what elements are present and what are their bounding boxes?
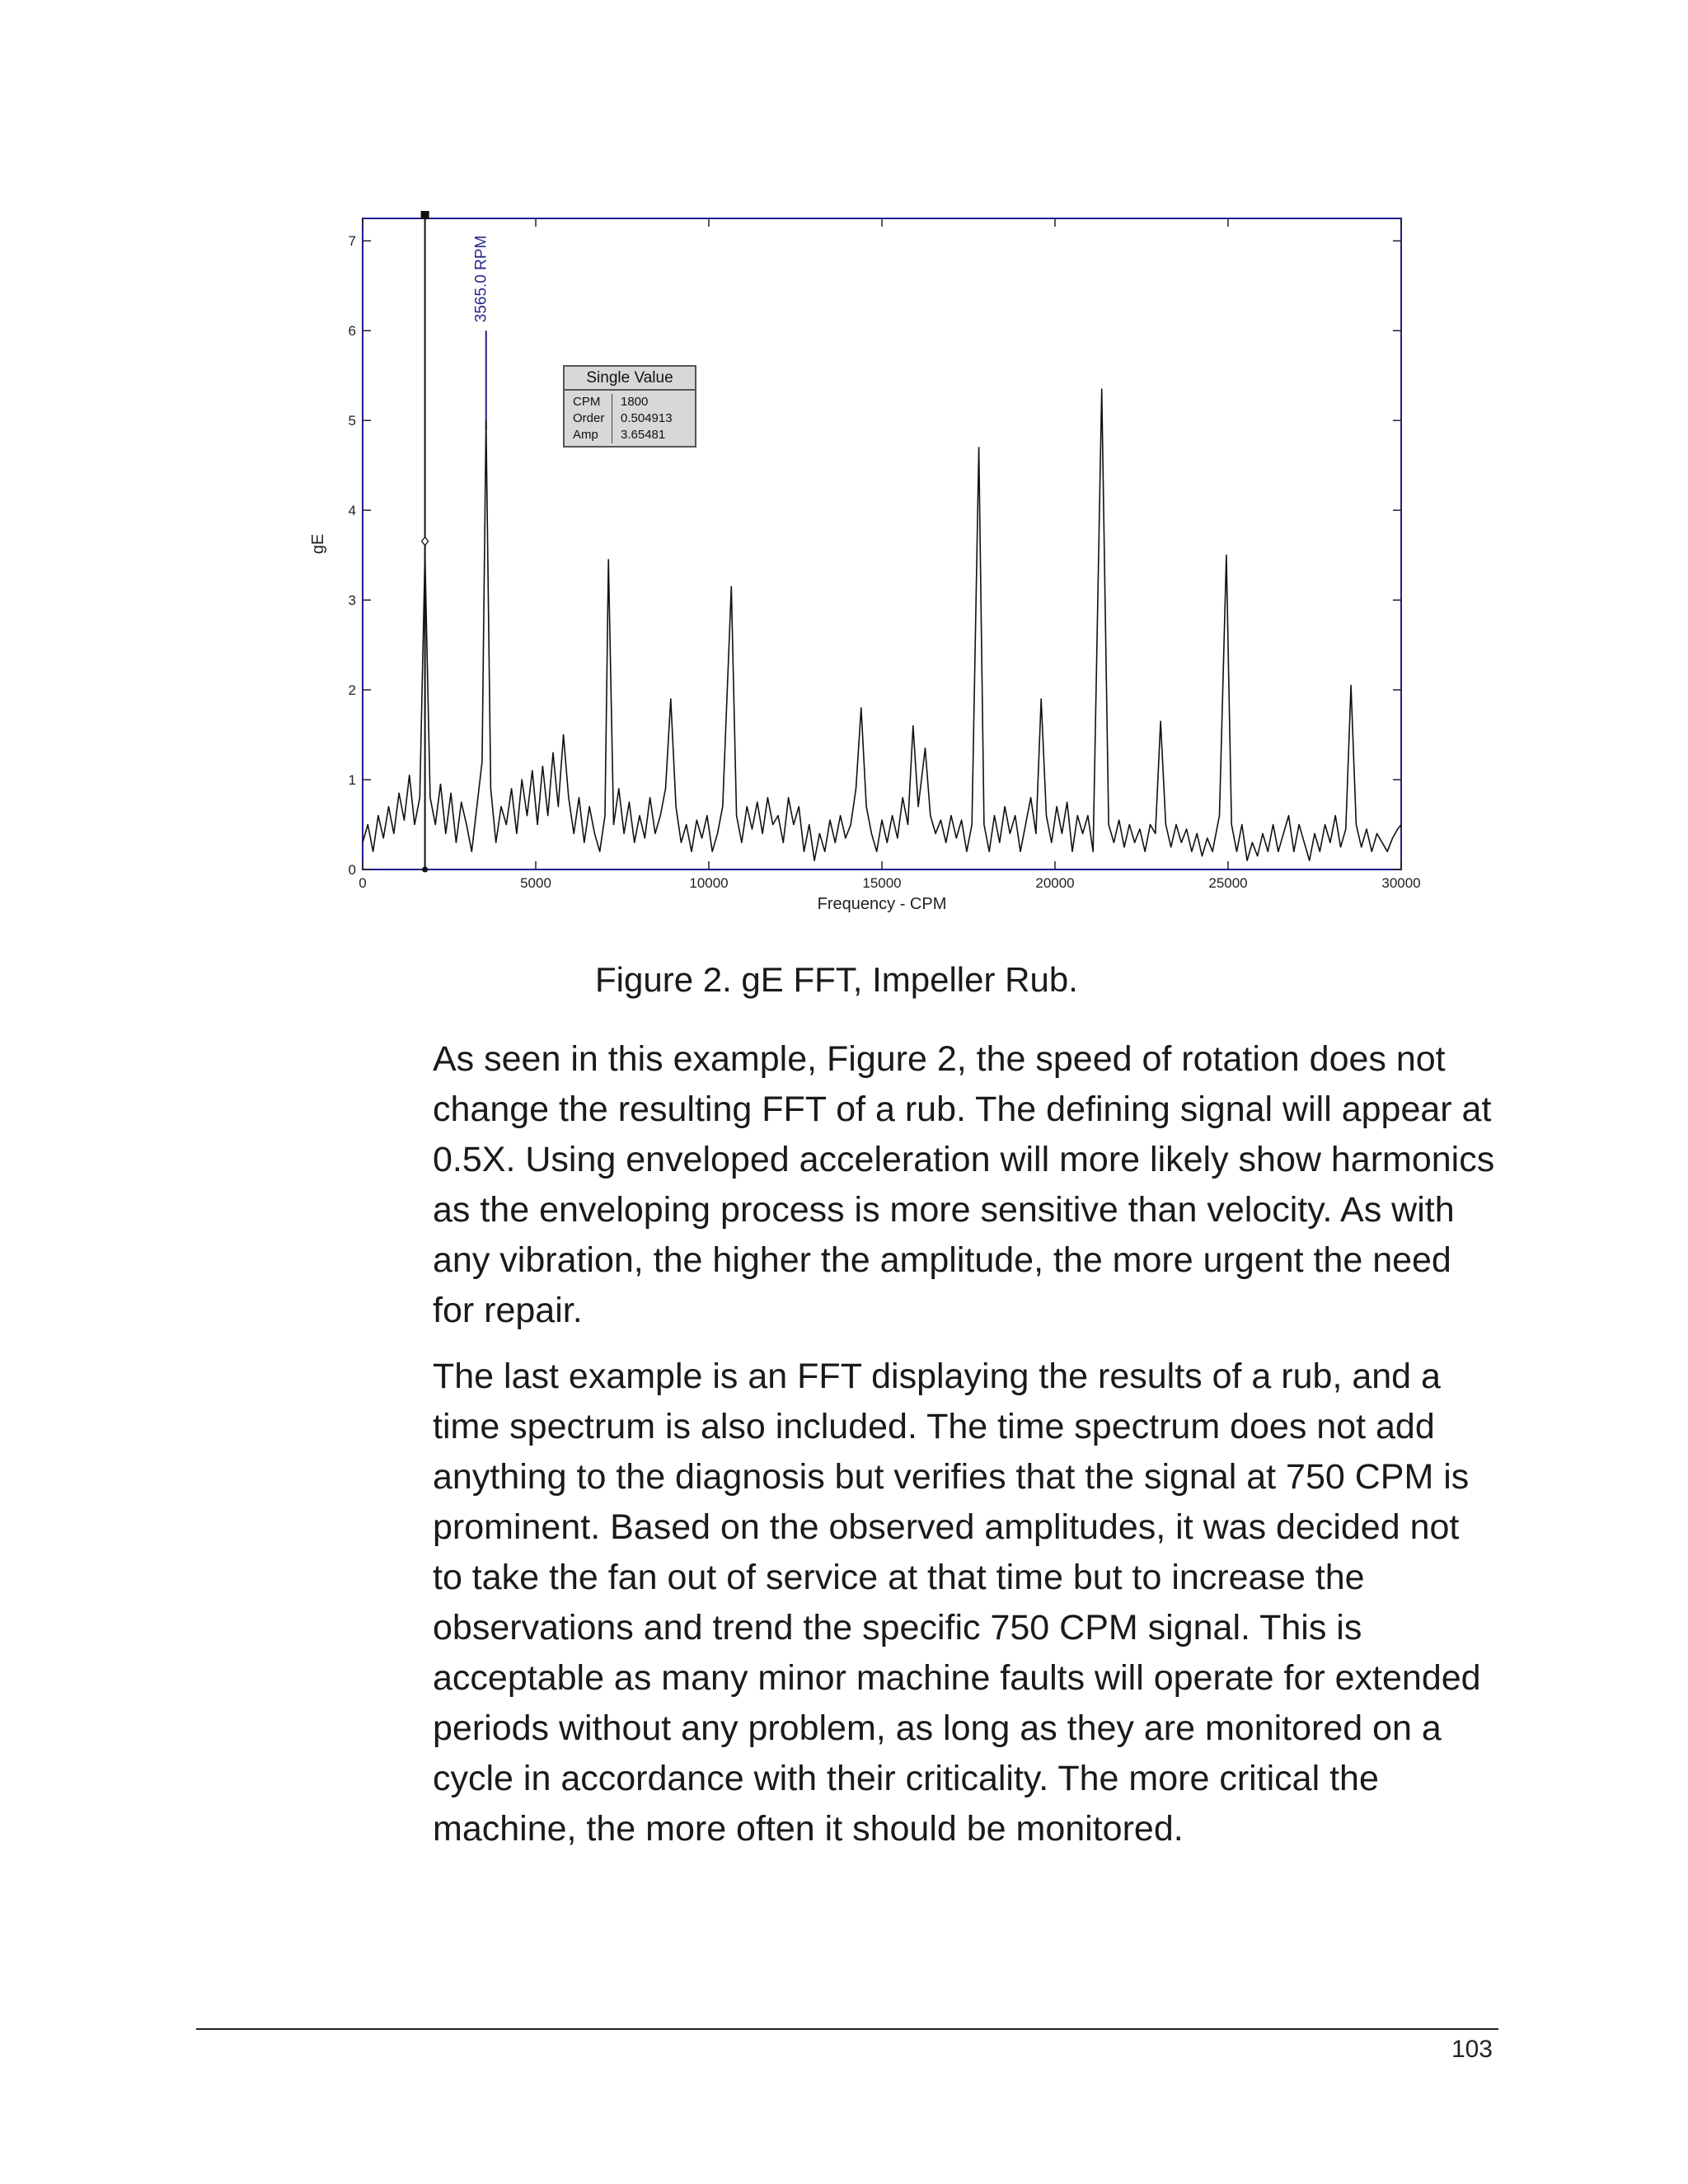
single-value-val: 0.504913 <box>621 411 673 425</box>
y-tick-label: 7 <box>348 233 356 250</box>
y-axis-label: gE <box>309 533 327 555</box>
y-tick-label: 3 <box>348 593 356 609</box>
x-tick-label: 20000 <box>1035 875 1075 891</box>
plot-frame <box>363 218 1401 869</box>
x-axis-label: Frequency - CPM <box>817 895 947 913</box>
fft-figure <box>305 198 1442 923</box>
page-number: 103 <box>1451 2036 1493 2063</box>
x-tick-label: 30000 <box>1381 875 1421 891</box>
y-tick-label: 0 <box>348 862 356 878</box>
single-value-title: Single Value <box>565 367 695 391</box>
single-value-row-order <box>565 410 695 427</box>
y-tick-label: 1 <box>348 772 356 789</box>
single-value-rows <box>565 391 695 443</box>
x-tick-label: 5000 <box>520 875 551 891</box>
x-tick-label: 25000 <box>1208 875 1248 891</box>
rpm-marker-label: 3565.0 RPM <box>472 235 490 323</box>
figure-caption: Figure 2. gE FFT, Impeller Rub. <box>595 960 1078 999</box>
single-value-box <box>563 365 696 448</box>
single-value-row-cpm <box>565 394 695 410</box>
y-tick-label: 6 <box>348 323 356 340</box>
single-value-key: Amp <box>565 427 612 443</box>
y-tick-label: 2 <box>348 682 356 699</box>
y-tick-label: 4 <box>348 503 356 519</box>
x-tick-label: 15000 <box>862 875 902 891</box>
single-value-key: Order <box>565 410 612 427</box>
single-value-val: 3.65481 <box>621 428 666 442</box>
single-value-val: 1800 <box>621 395 649 409</box>
gE-fft-chart <box>305 198 1442 923</box>
x-tick-label: 10000 <box>689 875 729 891</box>
footer-rule <box>196 2028 1498 2030</box>
x-tick-label: 0 <box>359 875 367 891</box>
single-value-row-amp <box>565 427 695 443</box>
single-value-key: CPM <box>565 394 612 410</box>
y-tick-label: 5 <box>348 413 356 429</box>
cursor-handle <box>421 211 429 219</box>
cursor-base-marker <box>422 867 428 873</box>
body-paragraph: The last example is an FFT displaying the results of a rub, and a time spectrum is also included. The time spectrum does not add anything to the diagnosis but verifies that the signal at 750 CPM is prominent. Based on the observed amplitudes, it was decided not to take the fan out of service at that time but to increase the observations and trend the specific 750 CPM signal. This is acceptable as many minor machine faults will operate for extended periods without any problem, as long as they are monitored on a cycle in accordance with their criticality. The more critical the machine, the more often it should be monitored. <box>433 1357 1481 1849</box>
body-paragraph: As seen in this example, Figure 2, the speed of rotation does not change the resulting FFT of a rub. The defining signal will appear at 0.5X. Using enveloped acceleration will more likely show harmonics as the enveloping process is more sensitive than velocity. As with any vibration, the higher the amplitude, the more urgent the need for repair. <box>433 1039 1495 1330</box>
